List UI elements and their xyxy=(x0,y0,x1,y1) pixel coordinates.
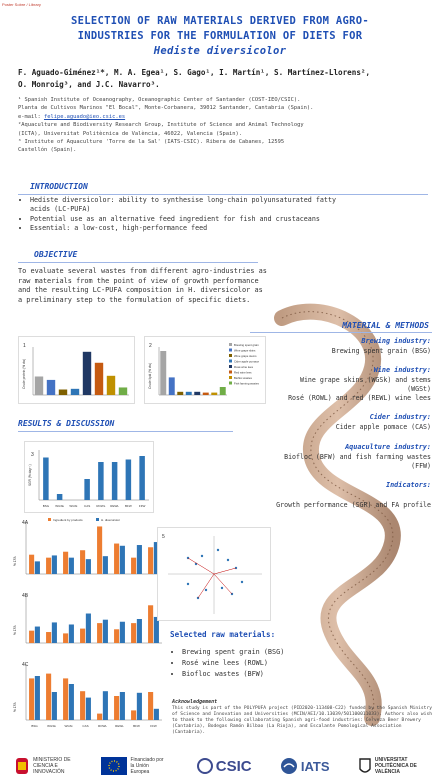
bar xyxy=(131,558,136,574)
results-heading: RESULTS & DISCUSSION xyxy=(18,419,115,428)
legend-swatch xyxy=(48,518,51,521)
bar xyxy=(57,494,63,500)
legend-entry: Biofloc wastes xyxy=(234,376,252,380)
eu-logo-text: Financiado por la Unión Europea xyxy=(130,757,164,775)
legend-entry: Rosé wine lees xyxy=(234,365,253,369)
csic-logo-text: CSIC xyxy=(215,757,252,775)
section-divider xyxy=(250,332,432,333)
loading-vector xyxy=(198,574,214,598)
bar xyxy=(220,387,226,395)
csic-logo xyxy=(197,758,252,775)
bar xyxy=(95,363,103,395)
bar xyxy=(59,390,67,395)
x-tick-label: FFW xyxy=(138,504,146,508)
bar xyxy=(211,393,217,395)
bar xyxy=(52,622,57,643)
bar xyxy=(103,556,108,574)
bar xyxy=(84,479,90,500)
x-tick-label: FFW xyxy=(150,724,157,728)
bar xyxy=(29,631,34,643)
bar xyxy=(80,691,85,720)
logo-bar xyxy=(0,748,441,784)
selected-item: • Biofloc wastes (BFW) xyxy=(182,669,284,680)
bar xyxy=(148,692,153,720)
bar xyxy=(83,352,91,395)
ministry-logo xyxy=(14,756,73,776)
upv-emblem-icon xyxy=(358,757,372,775)
chart-3-panel xyxy=(24,441,154,513)
bar xyxy=(35,561,40,574)
spanish-crest-icon xyxy=(14,756,30,776)
acknowledgement-heading: Acknowledgement xyxy=(172,699,218,705)
bar xyxy=(80,629,85,643)
authors-line-1: F. Aguado-Giménez¹*, M. A. Egea¹, S. Gago¹, I. Martín¹, S. Martínez-Llorens², xyxy=(18,68,371,77)
affil-line: ¹ Spanish Institute of Oceanography, Oceanographic Center of Santander (COST-IEO/CSIC). xyxy=(18,97,301,103)
legend-entry: Fish farming wastes xyxy=(234,381,259,386)
x-tick-label: REWL xyxy=(115,724,124,728)
scatter-point xyxy=(227,559,229,561)
bar xyxy=(63,552,68,574)
x-tick-label: BSG xyxy=(42,504,50,508)
bar xyxy=(63,633,68,643)
upv-logo-text: UNIVERSITAT POLITÈCNICA DE VALÈNCIA xyxy=(374,757,417,775)
loading-vector xyxy=(214,574,232,594)
chart-4b xyxy=(8,587,166,653)
methods-group-title: Aquaculture industry: xyxy=(345,443,431,451)
bar xyxy=(97,714,102,720)
scatter-point xyxy=(241,581,243,583)
bar xyxy=(119,387,127,395)
x-tick-label: WGSt xyxy=(69,504,78,508)
x-tick-label: ROWL xyxy=(96,504,106,508)
worm-illustration xyxy=(262,298,441,738)
x-tick-label: CAS xyxy=(82,724,89,728)
bar xyxy=(86,559,91,574)
bar xyxy=(203,393,209,395)
affil-line: ²Aquaculture and Biodiversity Research Group, Institute of Science and Animal Technology xyxy=(18,122,304,129)
bar xyxy=(137,619,142,643)
legend-entry: H. diversicolor xyxy=(101,518,121,522)
poster-title xyxy=(20,14,420,59)
legend-entry: Wine grape stems xyxy=(234,354,257,358)
watermark: Poster Sobre / Library xyxy=(2,2,41,7)
bar xyxy=(35,627,40,643)
bar xyxy=(86,614,91,643)
y-axis-label: Crude lipid (% dw) xyxy=(148,362,152,389)
methods-item: Brewing spent grain (BSG) xyxy=(331,347,431,355)
legend-swatch xyxy=(229,382,232,385)
section-divider xyxy=(18,262,258,263)
y-axis-label: % ΣFA xyxy=(13,625,17,635)
bar xyxy=(107,376,115,395)
x-tick-label: REWL xyxy=(110,504,119,508)
authors xyxy=(18,67,428,91)
methods-item: Cider apple pomace (CAS) xyxy=(335,423,431,431)
bar xyxy=(120,692,125,720)
bar xyxy=(46,632,51,643)
upv-logo xyxy=(358,757,427,775)
y-axis-label: Crude protein (% dw) xyxy=(22,358,26,389)
bar xyxy=(46,558,51,574)
selected-item: • Brewing spent grain (BSG) xyxy=(182,647,284,658)
bar xyxy=(97,623,102,643)
loading-vector xyxy=(214,568,236,574)
iats-emblem-icon xyxy=(280,757,298,775)
bar xyxy=(137,693,142,720)
bar xyxy=(86,698,91,720)
affil-line: ³ Institute of Aquaculture 'Torre de la Sal' (IATS-CSIC). Ribera de Cabanes, 12595 xyxy=(18,139,285,146)
chart-4c xyxy=(8,656,166,730)
methods-group-title: Indicators: xyxy=(385,481,431,489)
title-line-2: INDUSTRIES FOR THE FORMULATION OF DIETS FOR xyxy=(77,30,363,42)
authors-line-2: O. Monroig³, and J.C. Navarro³. xyxy=(18,80,160,89)
selected-list xyxy=(170,647,284,680)
x-tick-label: BFW xyxy=(133,724,140,728)
email-label: e-mail: xyxy=(18,113,44,120)
bar xyxy=(80,550,85,574)
x-tick-label: BSG xyxy=(31,724,38,728)
bar xyxy=(52,692,57,720)
bar xyxy=(112,462,118,500)
eu-flag-icon xyxy=(101,757,127,775)
bar xyxy=(98,462,104,500)
intro-bullet: • Potential use as an alternative feed ingredient for fish and crustaceans xyxy=(30,215,360,224)
bar xyxy=(35,676,40,720)
introduction-heading: INTRODUCTION xyxy=(30,182,88,191)
bar xyxy=(131,710,136,720)
affil-line xyxy=(18,113,428,121)
bar xyxy=(52,555,57,574)
methods-group-items xyxy=(181,453,431,471)
legend-entry: Cider apple pomace xyxy=(234,359,260,364)
legend-swatch xyxy=(229,354,232,357)
bar xyxy=(97,526,102,574)
title-species: Hediste diversicolor xyxy=(153,45,287,57)
bar xyxy=(139,456,145,500)
x-tick-label: WGSt xyxy=(64,724,73,728)
scatter-point xyxy=(217,549,219,551)
bar xyxy=(29,555,34,574)
bar xyxy=(69,558,74,574)
legend-swatch xyxy=(229,343,232,346)
chart-label: 4A xyxy=(22,520,29,526)
chart-label: 4B xyxy=(22,593,29,599)
bar xyxy=(114,629,119,643)
scatter-point xyxy=(201,555,203,557)
legend-swatch xyxy=(96,518,99,521)
bar xyxy=(154,709,159,720)
chart-1 xyxy=(19,337,134,403)
selected-item: • Rosé wine lees (ROWL) xyxy=(182,658,284,669)
legend-entry: Red wine lees xyxy=(234,370,252,375)
chart-label: 4C xyxy=(22,662,29,668)
chart-4a-panel xyxy=(8,514,166,584)
ministry-logo-text: MINISTERIO DE CIENCIA E INNOVACIÓN xyxy=(33,757,71,775)
selected-heading: Selected raw materials: xyxy=(170,630,276,639)
x-tick-label: WGSk xyxy=(47,724,56,728)
chart-label: 5 xyxy=(162,534,165,540)
methods-heading: MATERIAL & METHODS xyxy=(342,321,429,330)
bar xyxy=(177,392,183,395)
x-tick-label: BFW xyxy=(125,504,132,508)
objective-text: To evaluate several wastes from different agro-industries as raw materials from the point of view of growth performance and the resulting LC-PUFA composition in H. diversicolor as a preliminary step to the formulation of specific diets. xyxy=(18,267,267,304)
affil-line: Planta de Cultivos Marinos "El Bocal", Monte-Corbanera, 39012 Santander, Cantabria (Spain). xyxy=(18,105,314,112)
chart-4c-panel xyxy=(8,656,166,730)
legend-entry: Ingredient by products xyxy=(53,518,83,522)
iats-logo-text: IATS xyxy=(300,758,330,774)
intro-bullet: • Essential: a low-cost, high-performance feed xyxy=(30,224,360,233)
methods-item: (FFW) xyxy=(411,462,431,470)
title-line-1: SELECTION OF RAW MATERIALS DERIVED FROM AGRO- xyxy=(71,15,369,27)
legend-swatch xyxy=(229,365,232,368)
bar xyxy=(148,547,153,574)
legend-entry: Brewing spent grain xyxy=(234,343,259,347)
email-link[interactable]: felipe.aguado@ieo.csic.es xyxy=(43,113,126,120)
bar xyxy=(186,392,192,395)
bar xyxy=(120,622,125,643)
y-axis-label: % ΣFA xyxy=(13,702,17,712)
bar xyxy=(35,376,43,395)
bar xyxy=(137,545,142,574)
x-tick-label: WGSk xyxy=(55,504,64,508)
legend-entry: Wine grape skins xyxy=(234,348,256,353)
methods-group-items xyxy=(181,501,431,510)
chart-label: 2 xyxy=(149,343,152,349)
x-tick-label: ROWL xyxy=(98,724,107,728)
affil-line: (ICTA), Universitat Politècnica de València, 46022, Valencia (Spain). xyxy=(18,130,242,137)
legend-swatch xyxy=(229,371,232,374)
scatter-point xyxy=(221,587,223,589)
legend-swatch xyxy=(229,376,232,379)
intro-bullet: • Hediste diversicolor: ability to synthesise long-chain polyunsaturated fatty acids (LC-PUFA) xyxy=(30,196,360,215)
bar xyxy=(160,351,166,395)
chart-5-panel xyxy=(157,527,271,621)
bar xyxy=(194,392,200,395)
chart-label: 3 xyxy=(31,452,34,458)
y-axis-label: SGR (% day⁻¹) xyxy=(28,464,32,486)
bar xyxy=(114,696,119,720)
chart-3 xyxy=(25,442,153,512)
bar xyxy=(126,460,132,501)
iats-logo xyxy=(280,757,330,775)
scatter-point xyxy=(205,589,207,591)
bar xyxy=(103,691,108,720)
methods-group-title: Wine industry: xyxy=(373,366,431,374)
section-divider xyxy=(18,194,428,195)
bar xyxy=(71,389,79,395)
bar xyxy=(148,605,153,643)
methods-group-title: Brewing industry: xyxy=(361,337,431,345)
chart-2-panel xyxy=(144,336,266,404)
legend-swatch xyxy=(229,349,232,352)
loading-vector xyxy=(188,558,214,574)
bar xyxy=(69,624,74,643)
csic-emblem-icon xyxy=(197,758,213,774)
methods-item: Rosé (ROWL) and red (REWL) wine lees xyxy=(288,394,431,402)
affiliations xyxy=(18,96,428,155)
bar xyxy=(63,678,68,720)
methods-item: Biofloc (BFW) and fish farming wastes xyxy=(284,453,431,461)
chart-2 xyxy=(145,337,265,403)
bar xyxy=(69,684,74,720)
acknowledgement-text: This study is part of the POLYPUFA project (PID2020-113408-C22) funded by the Spanish Ministry of Science and Innovation and Universities (MCIN/AEI/10.13039/501100011033). Authors also wish to thank to the following collaborating Spanish agri-food industries: Cerveza Beer Brewery (Cantabria), Bodegas Ramón Bilbao (La Rioja), and Escalante Pomological Association (Cantabria). xyxy=(172,706,432,735)
bar xyxy=(120,546,125,574)
bar xyxy=(131,623,136,643)
chart-5 xyxy=(158,528,270,620)
methods-item: (WGSt) xyxy=(407,385,431,393)
bar xyxy=(29,678,34,720)
x-tick-label: CAS xyxy=(84,504,91,508)
methods-group-title: Cider industry: xyxy=(369,413,431,421)
introduction-bullets xyxy=(18,196,360,234)
methods-item: Wine grape skins (WGSk) and stems xyxy=(299,376,431,384)
legend-swatch xyxy=(229,360,232,363)
chart-4b-panel xyxy=(8,587,166,653)
eu-logo xyxy=(101,757,168,775)
methods-item: Growth performance (SGR) and FA profile xyxy=(276,501,431,509)
chart-1-panel xyxy=(18,336,135,404)
bar xyxy=(103,620,108,643)
bar xyxy=(169,377,175,395)
objective-heading: OBJECTIVE xyxy=(34,250,78,259)
chart-4a xyxy=(8,514,166,584)
section-divider xyxy=(18,431,233,432)
bar xyxy=(114,544,119,574)
bar xyxy=(46,674,51,720)
affil-line: Castellón (Spain). xyxy=(18,147,77,154)
bar xyxy=(47,380,55,395)
bar xyxy=(43,458,49,501)
chart-label: 1 xyxy=(23,343,26,349)
y-axis-label: % ΣFA xyxy=(13,556,17,566)
scatter-point xyxy=(187,583,189,585)
